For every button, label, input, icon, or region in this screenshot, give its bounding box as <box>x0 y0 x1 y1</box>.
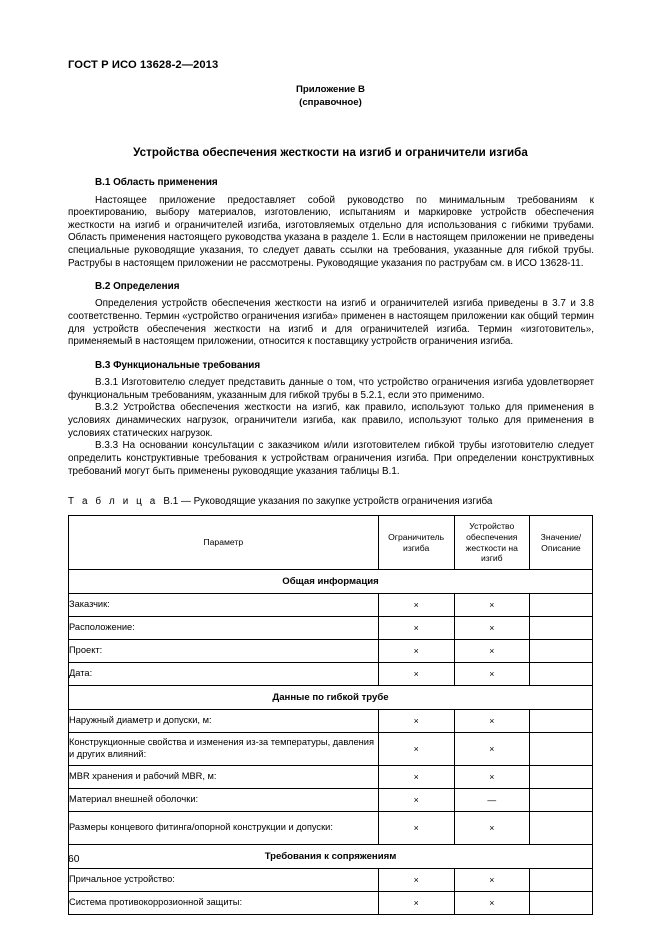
cell-limiter-mark: × <box>378 868 454 891</box>
column-header-stiffener: Устройство обеспечения жесткости на изгиб <box>454 516 529 569</box>
page-number: 60 <box>68 854 80 865</box>
document-body <box>68 176 594 915</box>
table-caption-number: В.1 <box>163 496 179 508</box>
cell-parameter: MBR хранения и рабочий MBR, м: <box>69 765 379 788</box>
table-header-row <box>69 516 593 569</box>
cell-parameter: Наружный диаметр и допуски, м: <box>69 709 379 732</box>
cell-limiter-mark: × <box>378 811 454 844</box>
section-heading-b2: В.2 Определения <box>95 280 180 292</box>
cell-parameter: Расположение: <box>69 616 379 639</box>
cell-value-description <box>529 709 592 732</box>
table-row <box>69 891 593 914</box>
cell-stiffener-mark: × <box>454 891 529 914</box>
paragraph-b3-3: В.3.3 На основании консультации с заказчиком и/или изготовителем гибкой трубы изготовителю следует определить конструктивные требования к устройствам ограничения изгиба. При определении конструктивных требований могут быть применены руководящие указания таблицы В.1. <box>68 440 594 477</box>
section-heading-b1: В.1 Область применения <box>95 177 218 188</box>
cell-value-description <box>529 593 592 616</box>
cell-parameter: Проект: <box>69 639 379 662</box>
cell-limiter-mark: × <box>378 709 454 732</box>
paragraph-b1-1: Настоящее приложение предоставляет собой руководство по минимальным требованиям к проектированию, выбору материалов, изготовлению, испытаниям и маркировке устройств обеспечения жесткости на изгиб и ограничителей изгиба, изготовляемых отдельно для использования с гибкими трубами. Область применения настоящего руководства указана в разделе 1. Если в настоящем приложении не приведены специальные руководящие указания, то следует давать ссылки на требования, указанные для гибкой трубы. Раструбы в настоящем приложении не рассмотрены. Руководящие указания по раструбам см. в ИСО 13628-11. <box>68 194 594 269</box>
table-row <box>69 616 593 639</box>
table-caption <box>68 478 594 508</box>
cell-parameter: Дата: <box>69 662 379 685</box>
table-row <box>69 709 593 732</box>
cell-value-description <box>529 811 592 844</box>
cell-stiffener-mark: × <box>454 868 529 891</box>
cell-stiffener-mark: × <box>454 639 529 662</box>
cell-parameter: Заказчик: <box>69 593 379 616</box>
table-group-header-row <box>69 569 593 593</box>
annex-designation <box>68 84 593 109</box>
table-group-header-row <box>69 844 593 868</box>
cell-limiter-mark: × <box>378 891 454 914</box>
annex-title: Устройства обеспечения жесткости на изгиб и ограничители изгиба <box>133 146 528 159</box>
cell-limiter-mark: × <box>378 662 454 685</box>
cell-parameter: Конструкционные свойства и изменения из-за температуры, давления и других влияний: <box>69 732 379 765</box>
cell-stiffener-mark: × <box>454 765 529 788</box>
cell-value-description <box>529 639 592 662</box>
cell-value-description <box>529 788 592 811</box>
paragraph-b3-1: В.3.1 Изготовителю следует представить данные о том, что устройство ограничения изгиба удовлетворяет функциональным требованиям, указанным для гибкой трубы в 5.2.1, если это применимо. <box>68 377 594 401</box>
section-heading-b3: В.3 Функциональные требования <box>95 359 261 371</box>
annex-label: Приложение В <box>296 84 365 95</box>
table-header <box>69 516 593 569</box>
table-row <box>69 765 593 788</box>
table-group-title: Требования к сопряжениям <box>69 844 593 868</box>
cell-parameter: Размеры концевого фитинга/опорной конструкции и допуски: <box>69 811 379 844</box>
paragraph-b2-1: Определения устройств обеспечения жесткости на изгиб и ограничителей изгиба приведены в 3.7 и 3.8 соответственно. Термин «устройство ограничения изгиба» применен в настоящем приложении как общий термин для устройств обеспечения жесткости на изгиб и для ограничителей изгиба. Термин «изготовитель», применяемый в настоящем приложении, относится к поставщику устройств ограничения изгиба. <box>68 298 594 348</box>
cell-value-description <box>529 765 592 788</box>
table-row <box>69 788 593 811</box>
annex-status: (справочное) <box>299 96 362 108</box>
cell-value-description <box>529 891 592 914</box>
cell-limiter-mark: × <box>378 639 454 662</box>
cell-limiter-mark: × <box>378 593 454 616</box>
table-caption-text: — Руководящие указания по закупке устройств ограничения изгиба <box>180 496 493 508</box>
table-row <box>69 732 593 765</box>
cell-parameter: Причальное устройство: <box>69 868 379 891</box>
paragraph-b3-2: В.3.2 Устройства обеспечения жесткости на изгиб, как правило, используют только для применения в условиях динамических нагрузок, ограничители изгиба, как правило, используют только для применения в условиях статических нагрузок. <box>68 402 594 439</box>
table-row <box>69 811 593 844</box>
cell-value-description <box>529 732 592 765</box>
cell-limiter-mark: × <box>378 732 454 765</box>
cell-stiffener-mark: × <box>454 811 529 844</box>
cell-limiter-mark: × <box>378 788 454 811</box>
table-b1 <box>68 515 593 914</box>
running-head-standard-number: ГОСТ Р ИСО 13628-2—2013 <box>68 59 219 71</box>
table-body <box>69 569 593 914</box>
cell-parameter: Система противокоррозионной защиты: <box>69 891 379 914</box>
cell-stiffener-mark: × <box>454 593 529 616</box>
column-header-value: Значение/ Описание <box>529 516 592 569</box>
table-group-title: Данные по гибкой трубе <box>69 685 593 709</box>
column-header-limiter: Ограничитель изгиба <box>378 516 454 569</box>
cell-value-description <box>529 662 592 685</box>
cell-limiter-mark: × <box>378 765 454 788</box>
cell-limiter-mark: × <box>378 616 454 639</box>
cell-stiffener-mark: — <box>454 788 529 811</box>
cell-value-description <box>529 868 592 891</box>
cell-stiffener-mark: × <box>454 662 529 685</box>
cell-parameter: Материал внешней оболочки: <box>69 788 379 811</box>
column-header-parameter: Параметр <box>69 516 379 569</box>
table-caption-prefix: Т а б л и ц а <box>68 496 158 508</box>
table-row <box>69 662 593 685</box>
cell-value-description <box>529 616 592 639</box>
table-row <box>69 868 593 891</box>
table-group-header-row <box>69 685 593 709</box>
table-row <box>69 593 593 616</box>
table-row <box>69 639 593 662</box>
cell-stiffener-mark: × <box>454 732 529 765</box>
cell-stiffener-mark: × <box>454 616 529 639</box>
table-group-title: Общая информация <box>69 569 593 593</box>
cell-stiffener-mark: × <box>454 709 529 732</box>
